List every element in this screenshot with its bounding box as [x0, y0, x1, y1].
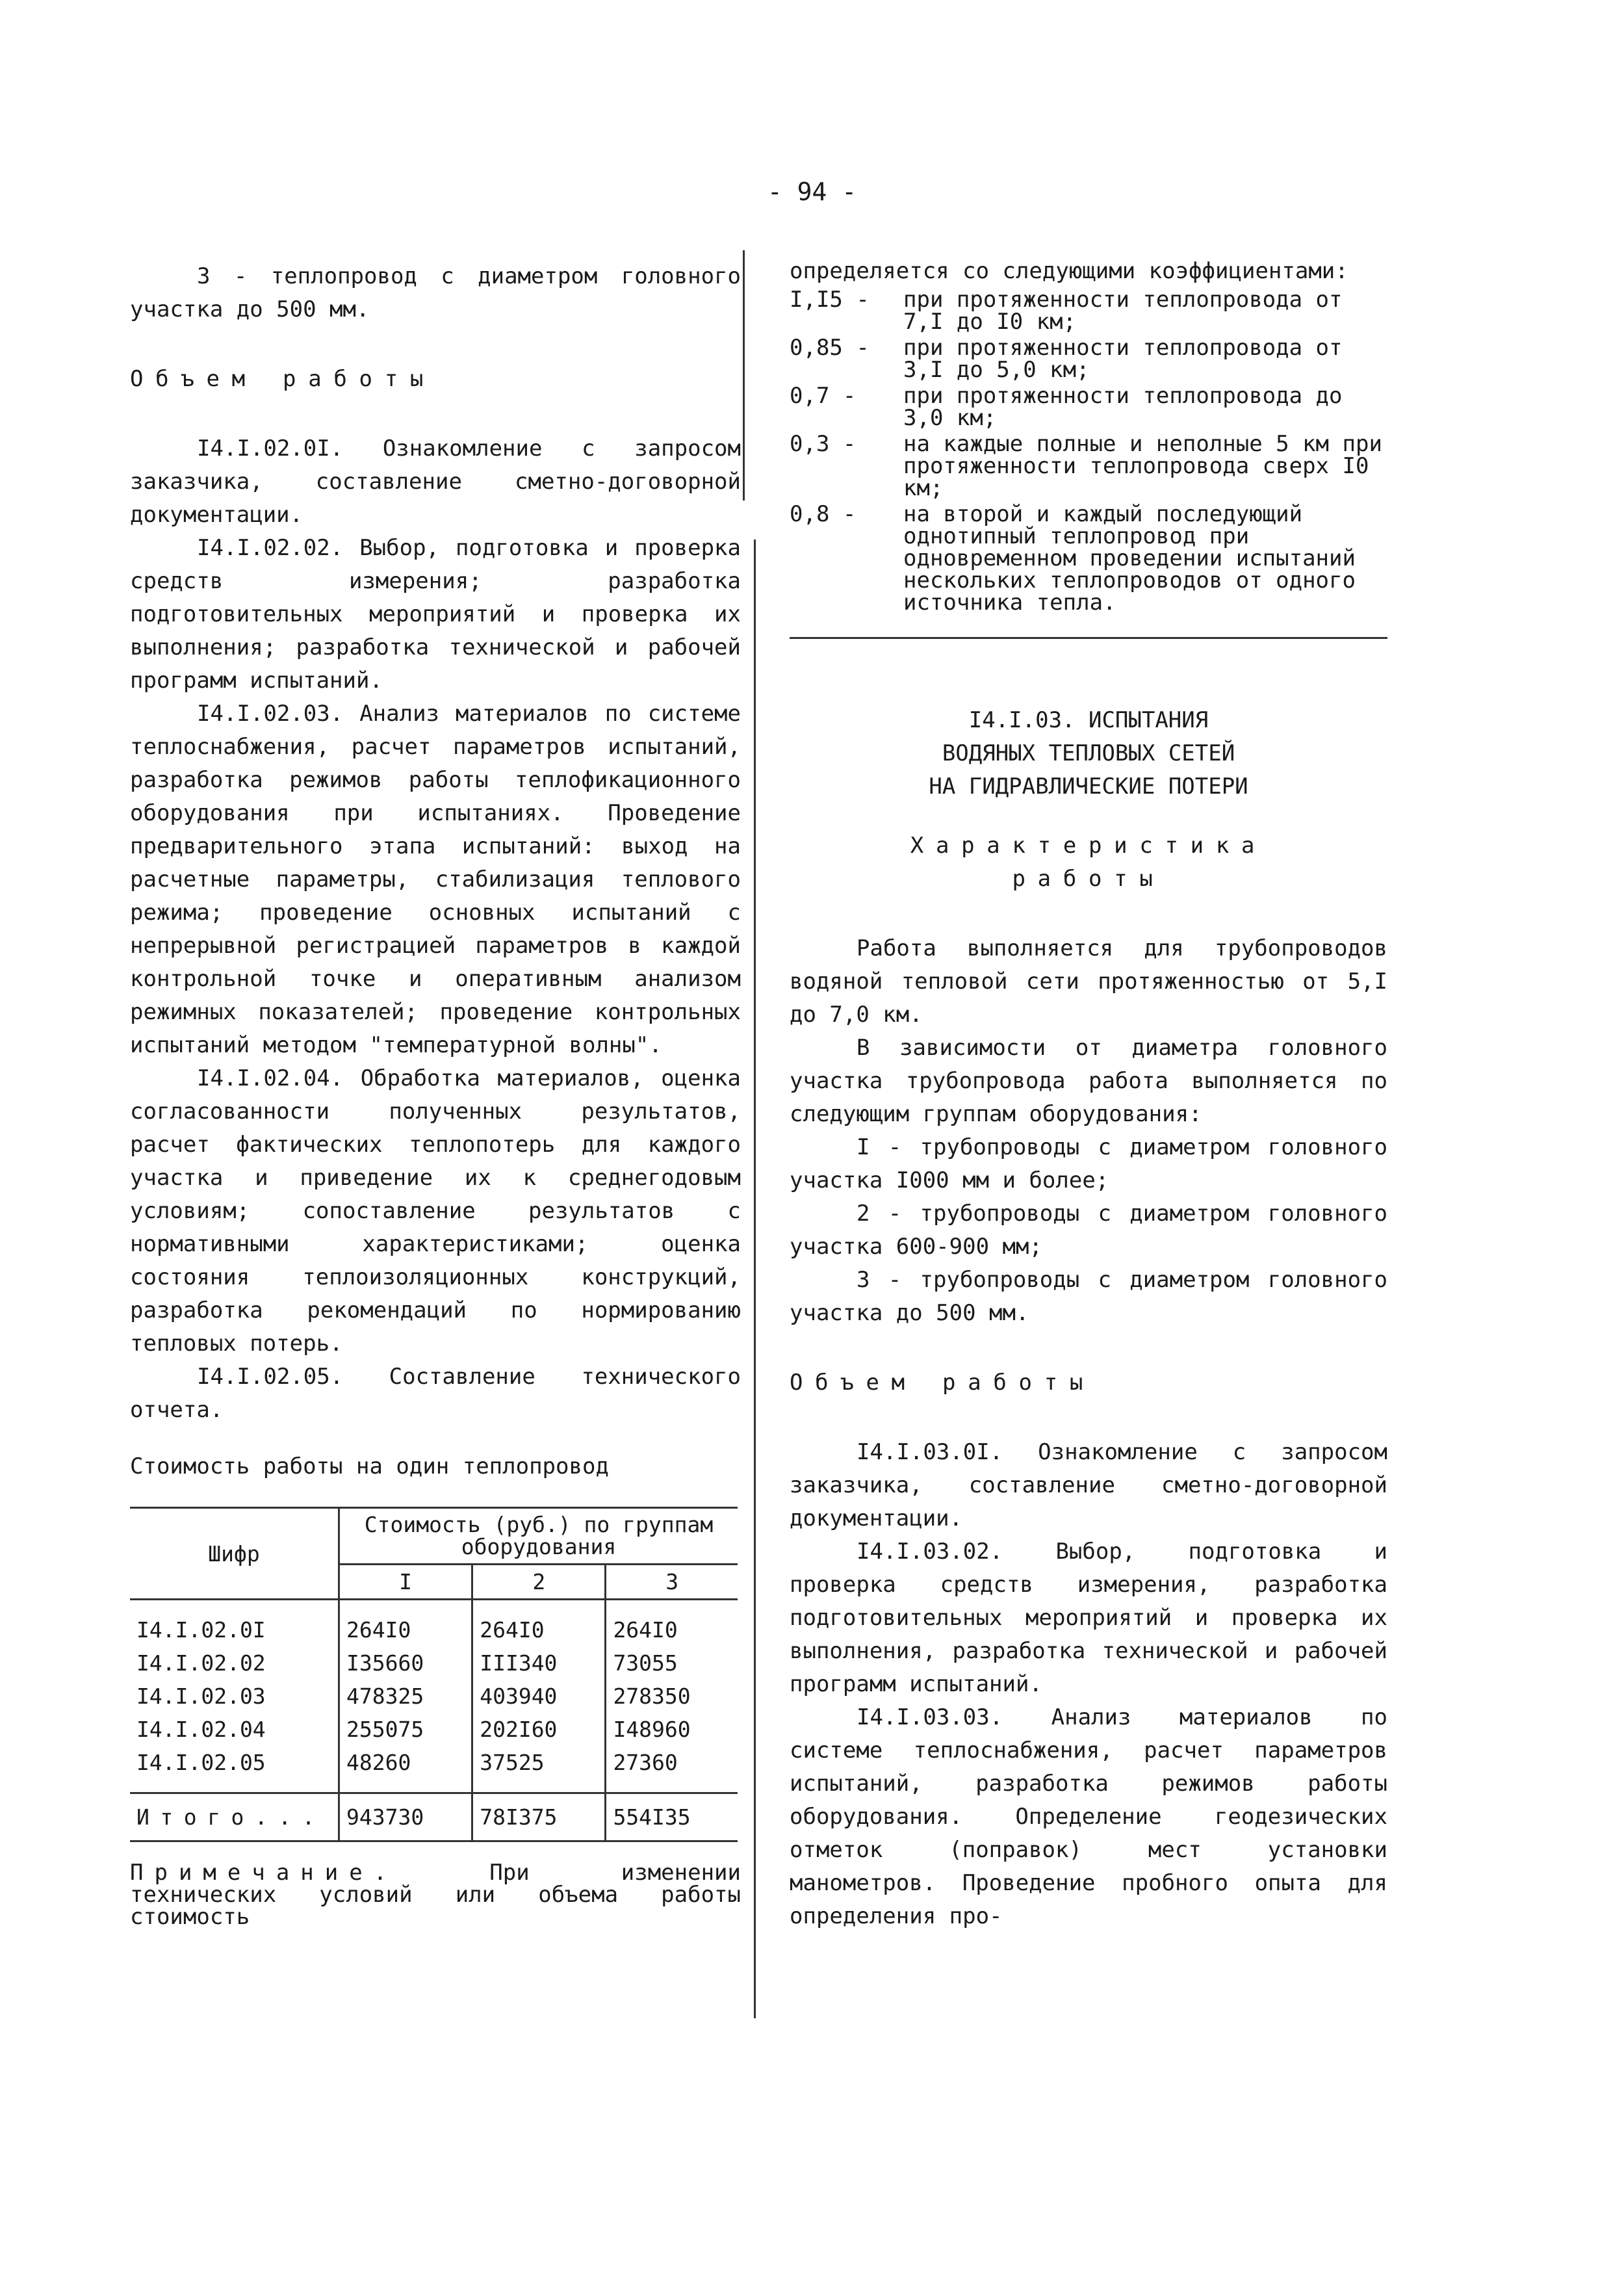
section-divider: [790, 637, 1387, 639]
coefficient-item: [790, 503, 1387, 614]
row-v1: 478325: [339, 1680, 472, 1713]
table-caption: Стоимость работы на один теплопровод: [130, 1453, 609, 1479]
right-item-1: I4.I.03.0I. Ознакомление с запросом заказчика, составление сметно-договорной документации.: [790, 1439, 1387, 1531]
row-v2: 202I60: [472, 1713, 606, 1746]
right-intro: определяется со следующими коэффициентами:: [790, 258, 1348, 284]
coefficient-value: 0,85 -: [790, 335, 870, 361]
row-v1: 255075: [339, 1713, 472, 1746]
header-cost: Стоимость (руб.) по группам оборудования: [339, 1508, 738, 1565]
left-item-2: I4.I.02.02. Выбор, подготовка и проверка средств измерения; разработка подготовительных мероприятий и проверка их выполнения; разработка технической и рабочей программ испытаний.: [130, 535, 741, 694]
coefficient-item: [790, 433, 1387, 499]
section-title-line: ВОДЯНЫХ ТЕПЛОВЫХ СЕТЕЙ: [942, 740, 1235, 766]
coefficient-value: 0,3 -: [790, 431, 857, 457]
right-item-2: I4.I.03.02. Выбор, подготовка и проверка средств измерения, разработка подготовительных мероприятий и проверка их выполнения, разработка технической и рабочей программ испытаний.: [790, 1539, 1387, 1697]
right-group-item: 2 - трубопроводы с диаметром головного участка 600-900 мм;: [790, 1201, 1387, 1260]
coefficient-text: на каждые полные и неполные 5 км при протяженности теплопровода сверх I0 км;: [903, 431, 1382, 501]
row-code: I4.I.02.04: [130, 1713, 339, 1746]
right-heading-volume: Объем работы: [790, 1370, 1096, 1396]
note-label: Примечание.: [130, 1860, 398, 1886]
row-code: I4.I.02.0I: [130, 1600, 339, 1647]
heading-characteristic-line: работы: [1012, 866, 1165, 892]
total-v1: 943730: [339, 1793, 472, 1841]
header-code: Шифр: [130, 1508, 339, 1600]
heading-characteristic: [790, 829, 1387, 896]
table-row: [130, 1746, 738, 1793]
column-divider-bottom: [754, 540, 756, 2018]
row-v1: I35660: [339, 1646, 472, 1680]
row-v1: 48260: [339, 1746, 472, 1793]
cost-table: [130, 1507, 738, 1842]
total-label: Итого...: [130, 1793, 339, 1841]
left-heading-volume: Объем работы: [130, 366, 436, 392]
column-divider-top: [743, 250, 745, 500]
table-row: [130, 1680, 738, 1713]
left-item-3: I4.I.02.03. Анализ материалов по системе теплоснабжения, расчет параметров испытаний, разработка режимов работы теплофикационного оборудования при испытаниях. Проведение предварительного этапа испытаний: выход на расчетные параметры, стабилизация теплового режима; проведение основных испытаний с непрерывной регистрацией параметров в каждой контрольной точке и оперативным анализом режимных показателей; проведение контрольных испытаний методом "температурной волны".: [130, 701, 741, 1058]
table-row: [130, 1713, 738, 1746]
row-code: I4.I.02.05: [130, 1746, 339, 1793]
note-text: При изменении технических условий или объема работы стоимость: [130, 1860, 741, 1930]
coefficient-value: 0,7 -: [790, 383, 857, 409]
row-v2: 264I0: [472, 1600, 606, 1647]
row-v2: 403940: [472, 1680, 606, 1713]
coefficient-item: [790, 385, 1387, 429]
coefficient-value: I,I5 -: [790, 287, 870, 313]
group-3: 3: [606, 1565, 738, 1600]
row-v3: I48960: [613, 1717, 691, 1742]
left-column: [130, 260, 741, 1928]
right-item-3: I4.I.03.03. Анализ материалов по системе теплоснабжения, расчет параметров испытаний, разработка режимов работы оборудования. Определение геодезических отметок (поправок) мест установки манометров. Проведение пробного опыта для определения про-: [790, 1704, 1387, 1929]
right-group-item: 3 - трубопроводы с диаметром головного участка до 500 мм.: [790, 1267, 1387, 1326]
group-2: 2: [472, 1565, 606, 1600]
heading-characteristic-line: Характеристика: [910, 833, 1267, 859]
row-v3: 73055: [613, 1650, 678, 1676]
coefficient-item: [790, 337, 1387, 381]
row-code: I4.I.02.02: [130, 1646, 339, 1680]
table-row: [130, 1646, 738, 1680]
coefficient-text: при протяженности теплопровода до 3,0 км;: [903, 383, 1343, 431]
right-char-paragraph: Работа выполняется для трубопроводов водяной тепловой сети протяженностью от 5,I до 7,0 км.: [790, 935, 1387, 1028]
row-v1: 264I0: [339, 1600, 472, 1647]
table-note: [130, 1862, 741, 1928]
group-1: I: [339, 1565, 472, 1600]
page-number: - 94 -: [767, 177, 857, 206]
total-v2: 78I375: [472, 1793, 606, 1841]
table-header-row: [130, 1508, 738, 1565]
coefficient-text: при протяженности теплопровода от 7,I до I0 км;: [903, 287, 1343, 335]
right-column: [790, 260, 1387, 1933]
right-char-paragraph: В зависимости от диаметра головного участка трубопровода работа выполняется по следующим группам оборудования:: [790, 1035, 1387, 1127]
row-v3: 27360: [613, 1750, 678, 1775]
coefficient-text: на второй и каждый последующий однотипный теплопровод при одновременном проведении испытаний нескольких теплопроводов от одного источника тепла.: [903, 501, 1356, 616]
row-v3: 264I0: [613, 1617, 678, 1643]
total-v3: 554I35: [606, 1793, 738, 1841]
section-title: [790, 704, 1387, 803]
left-item-5: I4.I.02.05. Составление технического отчета.: [130, 1364, 741, 1423]
coefficient-text: при протяженности теплопровода от 3,I до 5,0 км;: [903, 335, 1343, 383]
row-v2: 37525: [472, 1746, 606, 1793]
left-item-4: I4.I.02.04. Обработка материалов, оценка согласованности полученных результатов, расчет фактических теплопотерь для каждого участка и приведение их к среднегодовым условиям; сопоставление результатов с нормативными характеристиками; оценка состояния теплоизоляционных конструкций, разработка рекомендаций по нормированию тепловых потерь.: [130, 1065, 741, 1357]
left-item-1: I4.I.02.0I. Ознакомление с запросом заказчика, составление сметно-договорной документации.: [130, 436, 741, 528]
coefficient-item: [790, 289, 1387, 333]
section-title-line: НА ГИДРАВЛИЧЕСКИЕ ПОТЕРИ: [929, 774, 1248, 800]
table-total-row: [130, 1793, 738, 1841]
row-v2: III340: [472, 1646, 606, 1680]
table-row: [130, 1600, 738, 1647]
coefficient-value: 0,8 -: [790, 501, 857, 527]
row-code: I4.I.02.03: [130, 1680, 339, 1713]
section-title-line: I4.I.03. ИСПЫТАНИЯ: [968, 707, 1209, 733]
left-intro-paragraph: 3 - теплопровод с диаметром головного участка до 500 мм.: [130, 263, 741, 322]
row-v3: 278350: [613, 1684, 691, 1709]
right-group-item: I - трубопроводы с диаметром головного участка I000 мм и более;: [790, 1134, 1387, 1193]
